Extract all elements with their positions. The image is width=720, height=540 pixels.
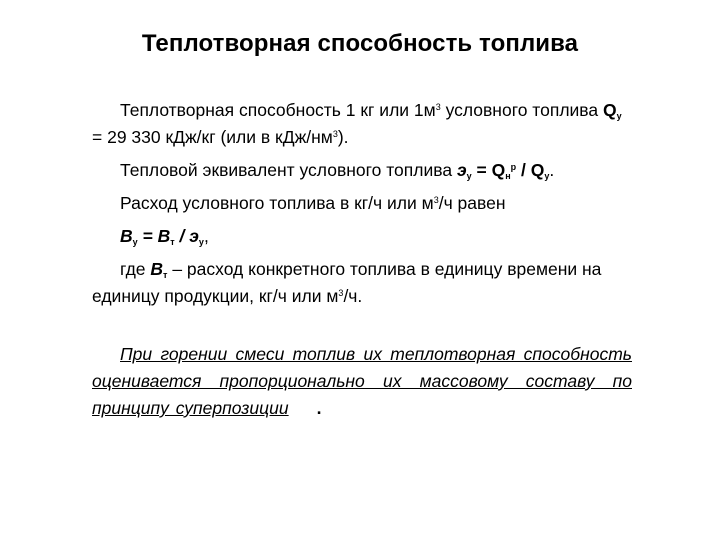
slide-body [92,97,632,428]
text: , [203,226,209,246]
formula-b: В [120,226,133,246]
formula-q: Q [603,100,617,120]
formula-part: / Q [516,160,545,180]
text: Теплотворная способность 1 кг или 1м [120,100,436,120]
text: /ч. [343,286,363,306]
spacer [92,315,632,341]
subscript: у [616,111,622,121]
slide-title: Теплотворная способность топлива [141,30,579,57]
text: где [120,259,151,279]
superscript: 3 [435,102,441,112]
subscript: у [198,237,204,247]
superscript: 3 [332,129,338,139]
formula-e: э [456,160,467,180]
subscript: у [544,171,550,181]
text: /ч равен [438,193,506,213]
formula-b: В [150,259,164,279]
superscript: 3 [433,195,439,205]
paragraph-heat-equivalent [92,157,632,184]
text: ). [337,127,349,147]
superscript: р [510,162,517,172]
text: – расход конкретного топлива в единицу времени на единицу продукции, кг/ч или м [92,259,602,306]
text: . [316,398,322,418]
text: Тепловой эквивалент условного топлива [120,160,457,180]
superscript: 3 [338,288,344,298]
subscript: у [466,171,472,181]
formula-part: = В [137,226,171,246]
subscript: т [170,237,175,247]
paragraph-mixture [92,341,632,422]
subscript: н [505,171,511,181]
text: При горении смеси топлив их теплотворная способность оценивается пропорционально их массовому составу по принципу суперпозиции [92,344,632,418]
text: условного топлива [440,100,604,120]
paragraph-formula [92,223,632,250]
subscript: т [163,270,168,280]
text: Расход условного топлива в кг/ч или м [120,193,434,213]
paragraph-fuel-consumption [92,190,632,217]
subscript: у [132,237,138,247]
paragraph-heat-value [92,97,632,151]
text: = 29 330 кДж/кг (или в кДж/нм [92,127,333,147]
formula-part: / э [174,226,199,246]
text: . [549,160,555,180]
formula-part: = Q [471,160,506,180]
paragraph-definition [92,256,632,310]
